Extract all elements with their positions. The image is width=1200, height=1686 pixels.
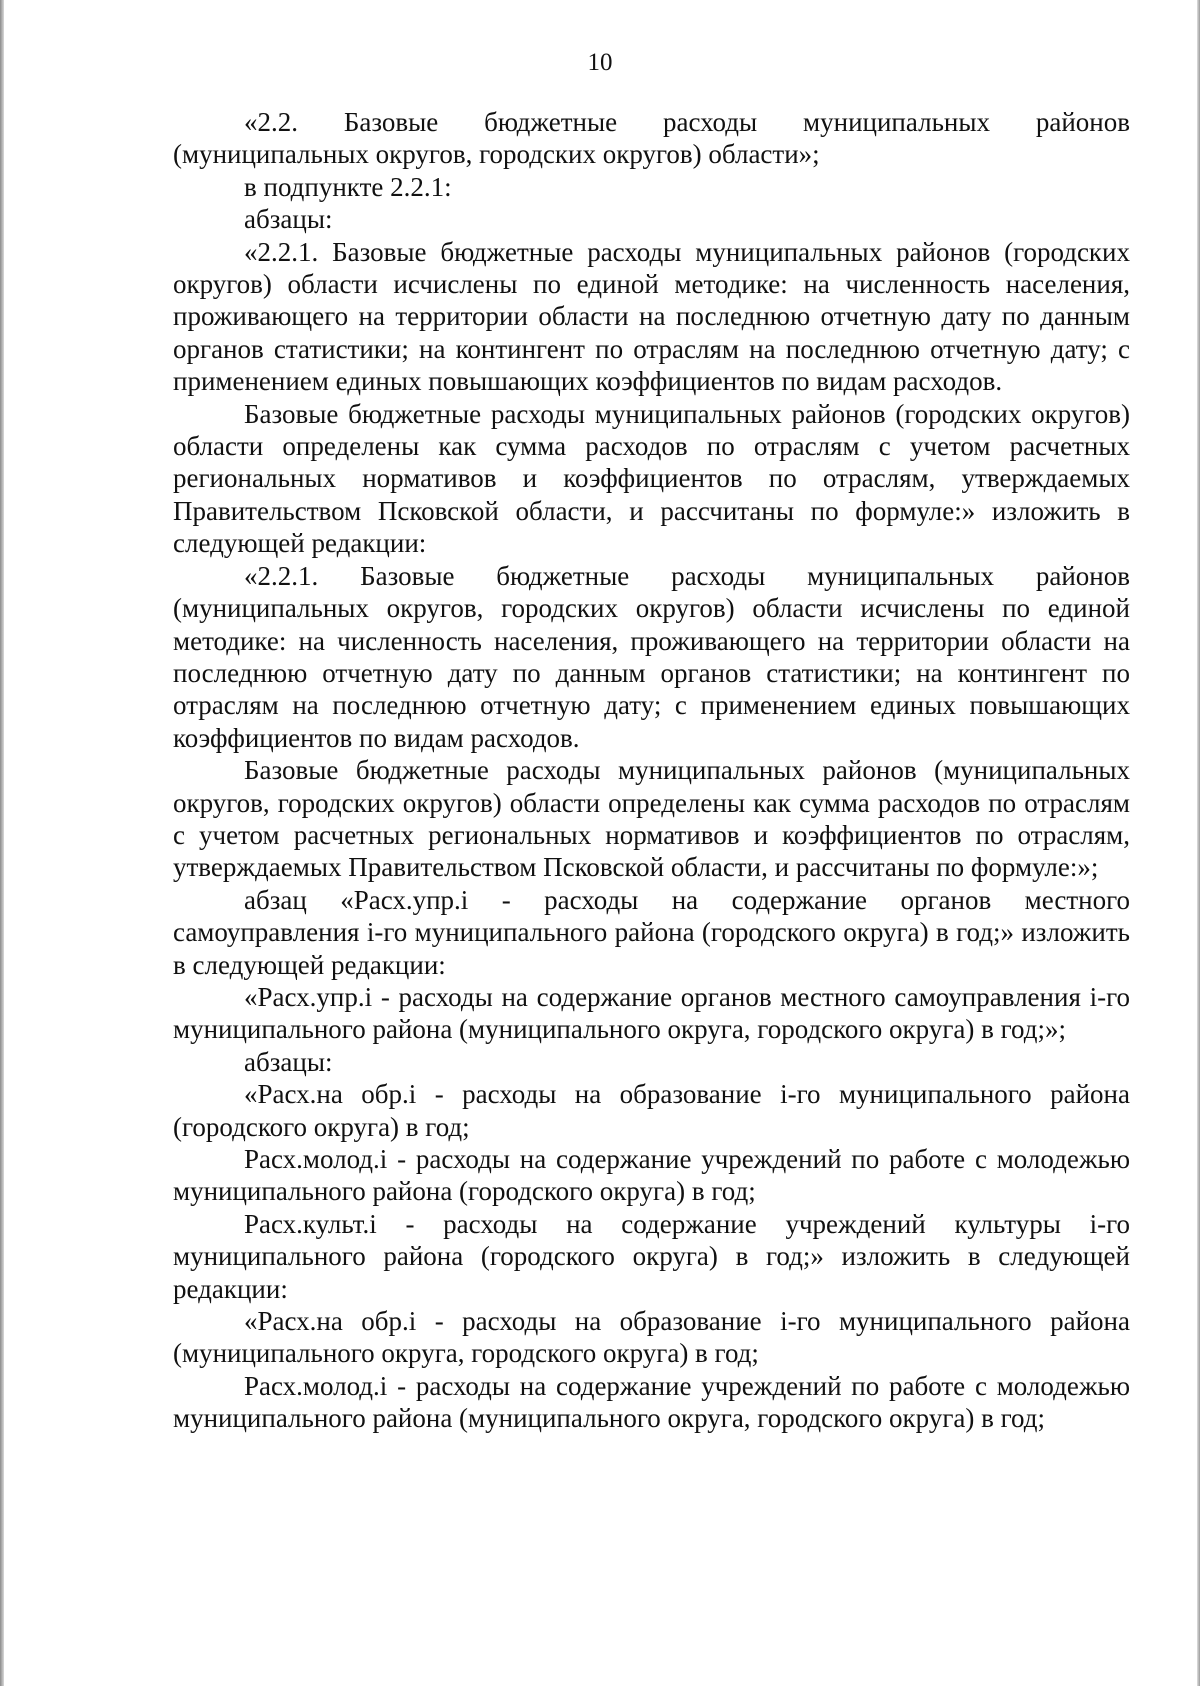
paragraph-new-2-2-1-method: «2.2.1. Базовые бюджетные расходы муниципальных районов (муниципальных округов, городских округов) области исчислены по единой методике: на численность населения, проживающего на территории области на последнюю отчетную дату по данным органов статистики; на контингент по отраслям на последнюю отчетную дату; с применением единых повышающих коэффициентов по видам расходов. bbox=[173, 560, 1130, 753]
paragraph-old-2-2-1-method: «2.2.1. Базовые бюджетные расходы муниципальных районов (городских округов) области исчислены по единой методике: на численность населения, проживающего на территории области на последнюю отчетную дату по данным органов статистики; на контингент по отраслям на последнюю отчетную дату; с применением единых повышающих коэффициентов по видам расходов. bbox=[173, 236, 1130, 397]
paragraph-abzatsy-2: абзацы: bbox=[244, 1046, 333, 1077]
scan-edge-left bbox=[0, 0, 4, 1686]
paragraph-old-rashod-obr: «Расх.на обр.i - расходы на образование i-го муниципального района (городского округа) в год; bbox=[173, 1079, 1130, 1142]
paragraph-new-rashod-molod: Расх.молод.i - расходы на содержание учреждений по работе с молодежью муниципального района (муниципального округа, городского округа) в год; bbox=[173, 1370, 1130, 1434]
paragraph-old-rashod-molod: Расх.молод.i - расходы на содержание учреждений по работе с молодежью муниципального района (городского округа) в год; bbox=[173, 1144, 1130, 1207]
paragraph-section-2-2-title: «2.2. Базовые бюджетные расходы муниципальных районов (муниципальных округов, городских округов) области»; bbox=[173, 107, 1130, 170]
paragraph-abzatsy-1: абзацы: bbox=[244, 204, 333, 235]
document-body bbox=[173, 106, 1130, 1435]
paragraph-old-rashod-upr: абзац «Расх.упр.i - расходы на содержание органов местного самоуправления i-го муниципального района (городского округа) в год;» изложить в следующей редакции: bbox=[173, 884, 1130, 980]
paragraph-old-rashod-kult: Расх.культ.i - расходы на содержание учреждений культуры i-го муниципального района (городского округа) в год;» изложить в следующей редакции: bbox=[173, 1208, 1130, 1304]
paragraph-new-rashod-upr: «Расх.упр.i - расходы на содержание органов местного самоуправления i-го муниципального района (муниципального округа, городского округа) в год;»; bbox=[173, 981, 1130, 1045]
paragraph-new-2-2-1-formula: Базовые бюджетные расходы муниципальных районов (муниципальных округов, городских округов) области определены как сумма расходов по отраслям с учетом расчетных региональных нормативов и коэффициентов по отраслям, утверждаемых Правительством Псковской области, и рассчитаны по формуле:»; bbox=[173, 755, 1130, 883]
paragraph-old-2-2-1-formula: Базовые бюджетные расходы муниципальных районов (городских округов) области определены как сумма расходов по отраслям с учетом расчетных региональных нормативов и коэффициентов по отраслям, утверждаемых Правительством Псковской области, и рассчитаны по формуле:» изложить в следующей редакции: bbox=[173, 398, 1130, 559]
page-number: 10 bbox=[587, 49, 613, 76]
paragraph-subpoint-2-2-1-intro: в подпункте 2.2.1: bbox=[244, 171, 452, 202]
paragraph-new-rashod-obr: «Расх.на обр.i - расходы на образование i-го муниципального района (муниципального округа, городского округа) в год; bbox=[173, 1306, 1130, 1369]
